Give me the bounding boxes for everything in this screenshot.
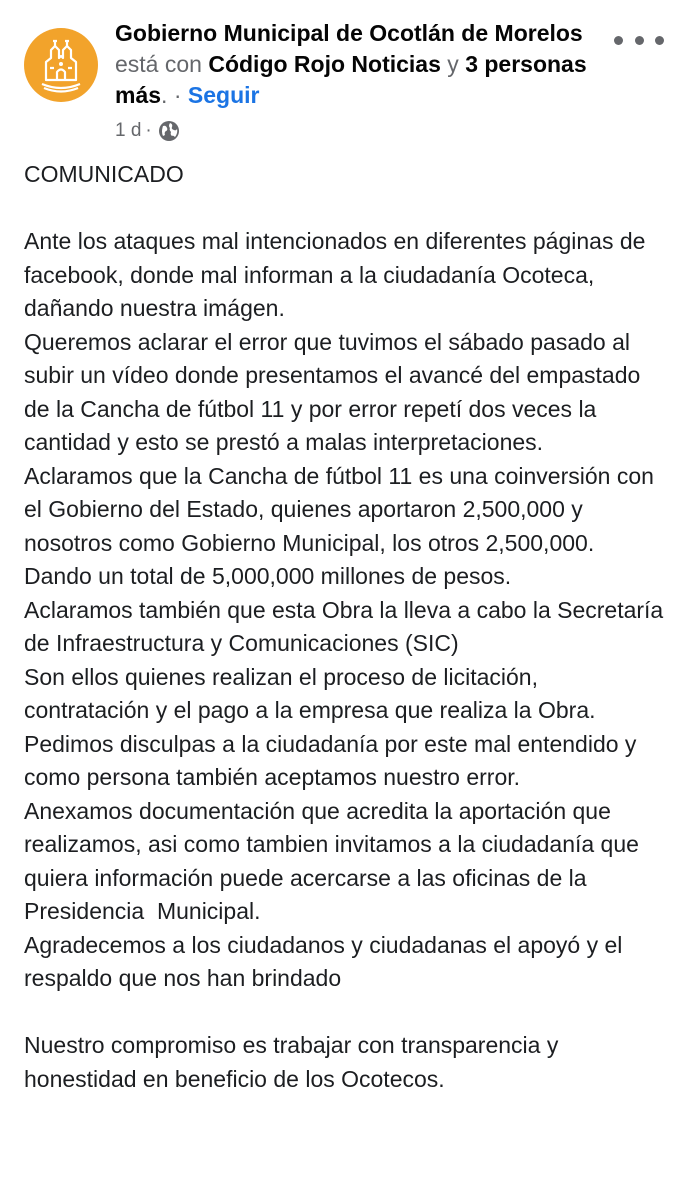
more-dot — [635, 36, 644, 45]
post-paragraph: Ante los ataques mal intencionados en diferentes páginas de facebook, donde mal informan a la ciudadanía Ocoteca, dañando nuestra imágen. — [24, 228, 652, 321]
more-options-icon[interactable] — [614, 30, 664, 50]
more-dot — [655, 36, 664, 45]
others-link[interactable]: 3 personas más — [115, 51, 587, 108]
post-paragraph: Dando un total de 5,000,000 millones de pesos. — [24, 563, 512, 589]
post-paragraph: Queremos aclarar el error que tuvimos el sábado pasado al subir un vídeo donde presentamos el avancé del empastado de la Cancha de fútbol 11 y por error repetí dos veces la cantidad y esto se prestó a malas interpretaciones. — [24, 328, 647, 455]
post-paragraph: COMUNICADO — [24, 161, 184, 187]
meta-separator: · — [145, 120, 152, 141]
post-paragraph-blank — [24, 192, 664, 226]
post-paragraph: Nuestro compromiso es trabajar con transparencia y honestidad en beneficio de los Ocotecos. — [24, 1032, 565, 1092]
post-timestamp[interactable]: 1 d — [115, 120, 142, 141]
post-paragraph: Agradecemos a los ciudadanos y ciudadanas el apoyó y el respaldo que nos han brindado — [24, 931, 629, 991]
post-paragraph: Anexamos documentación que acredita la aportación que realizamos, asi como tambien invitamos a la ciudadanía que quiera información puede acercarse a las oficinas de la Presidencia Municipal. — [24, 797, 646, 924]
globe-icon[interactable] — [158, 120, 180, 142]
post-paragraph: Pedimos disculpas a la ciudadanía por este mal entendido y como persona también aceptamos nuestro error. — [24, 730, 643, 790]
more-dot — [614, 36, 623, 45]
post-paragraph-blank — [24, 996, 664, 1030]
header-separator: . · — [161, 82, 188, 108]
municipal-seal-icon — [24, 28, 98, 102]
post-body — [24, 158, 670, 1096]
post-header — [115, 18, 615, 111]
author-name-link[interactable]: Gobierno Municipal de Ocotlán de Morelos — [115, 20, 583, 46]
post-paragraph: Son ellos quienes realizan el proceso de licitación, contratación y el pago a la empresa que realiza la Obra. — [24, 663, 596, 723]
post-paragraph: Aclaramos que la Cancha de fútbol 11 es una coinversión con el Gobierno del Estado, quienes aportaron 2,500,000 y nosotros como Gobierno Municipal, los otros 2,500,000. — [24, 462, 661, 556]
and-text: y — [440, 51, 466, 77]
with-text: está con — [115, 51, 209, 77]
follow-button[interactable]: Seguir — [187, 82, 260, 108]
page-avatar[interactable] — [24, 28, 98, 102]
post-paragraph: Aclaramos también que esta Obra la lleva a cabo la Secretaría de Infraestructura y Comunicaciones (SIC) — [24, 596, 670, 656]
post-meta — [115, 118, 180, 144]
tagged-page-link[interactable]: Código Rojo Noticias — [208, 51, 441, 77]
